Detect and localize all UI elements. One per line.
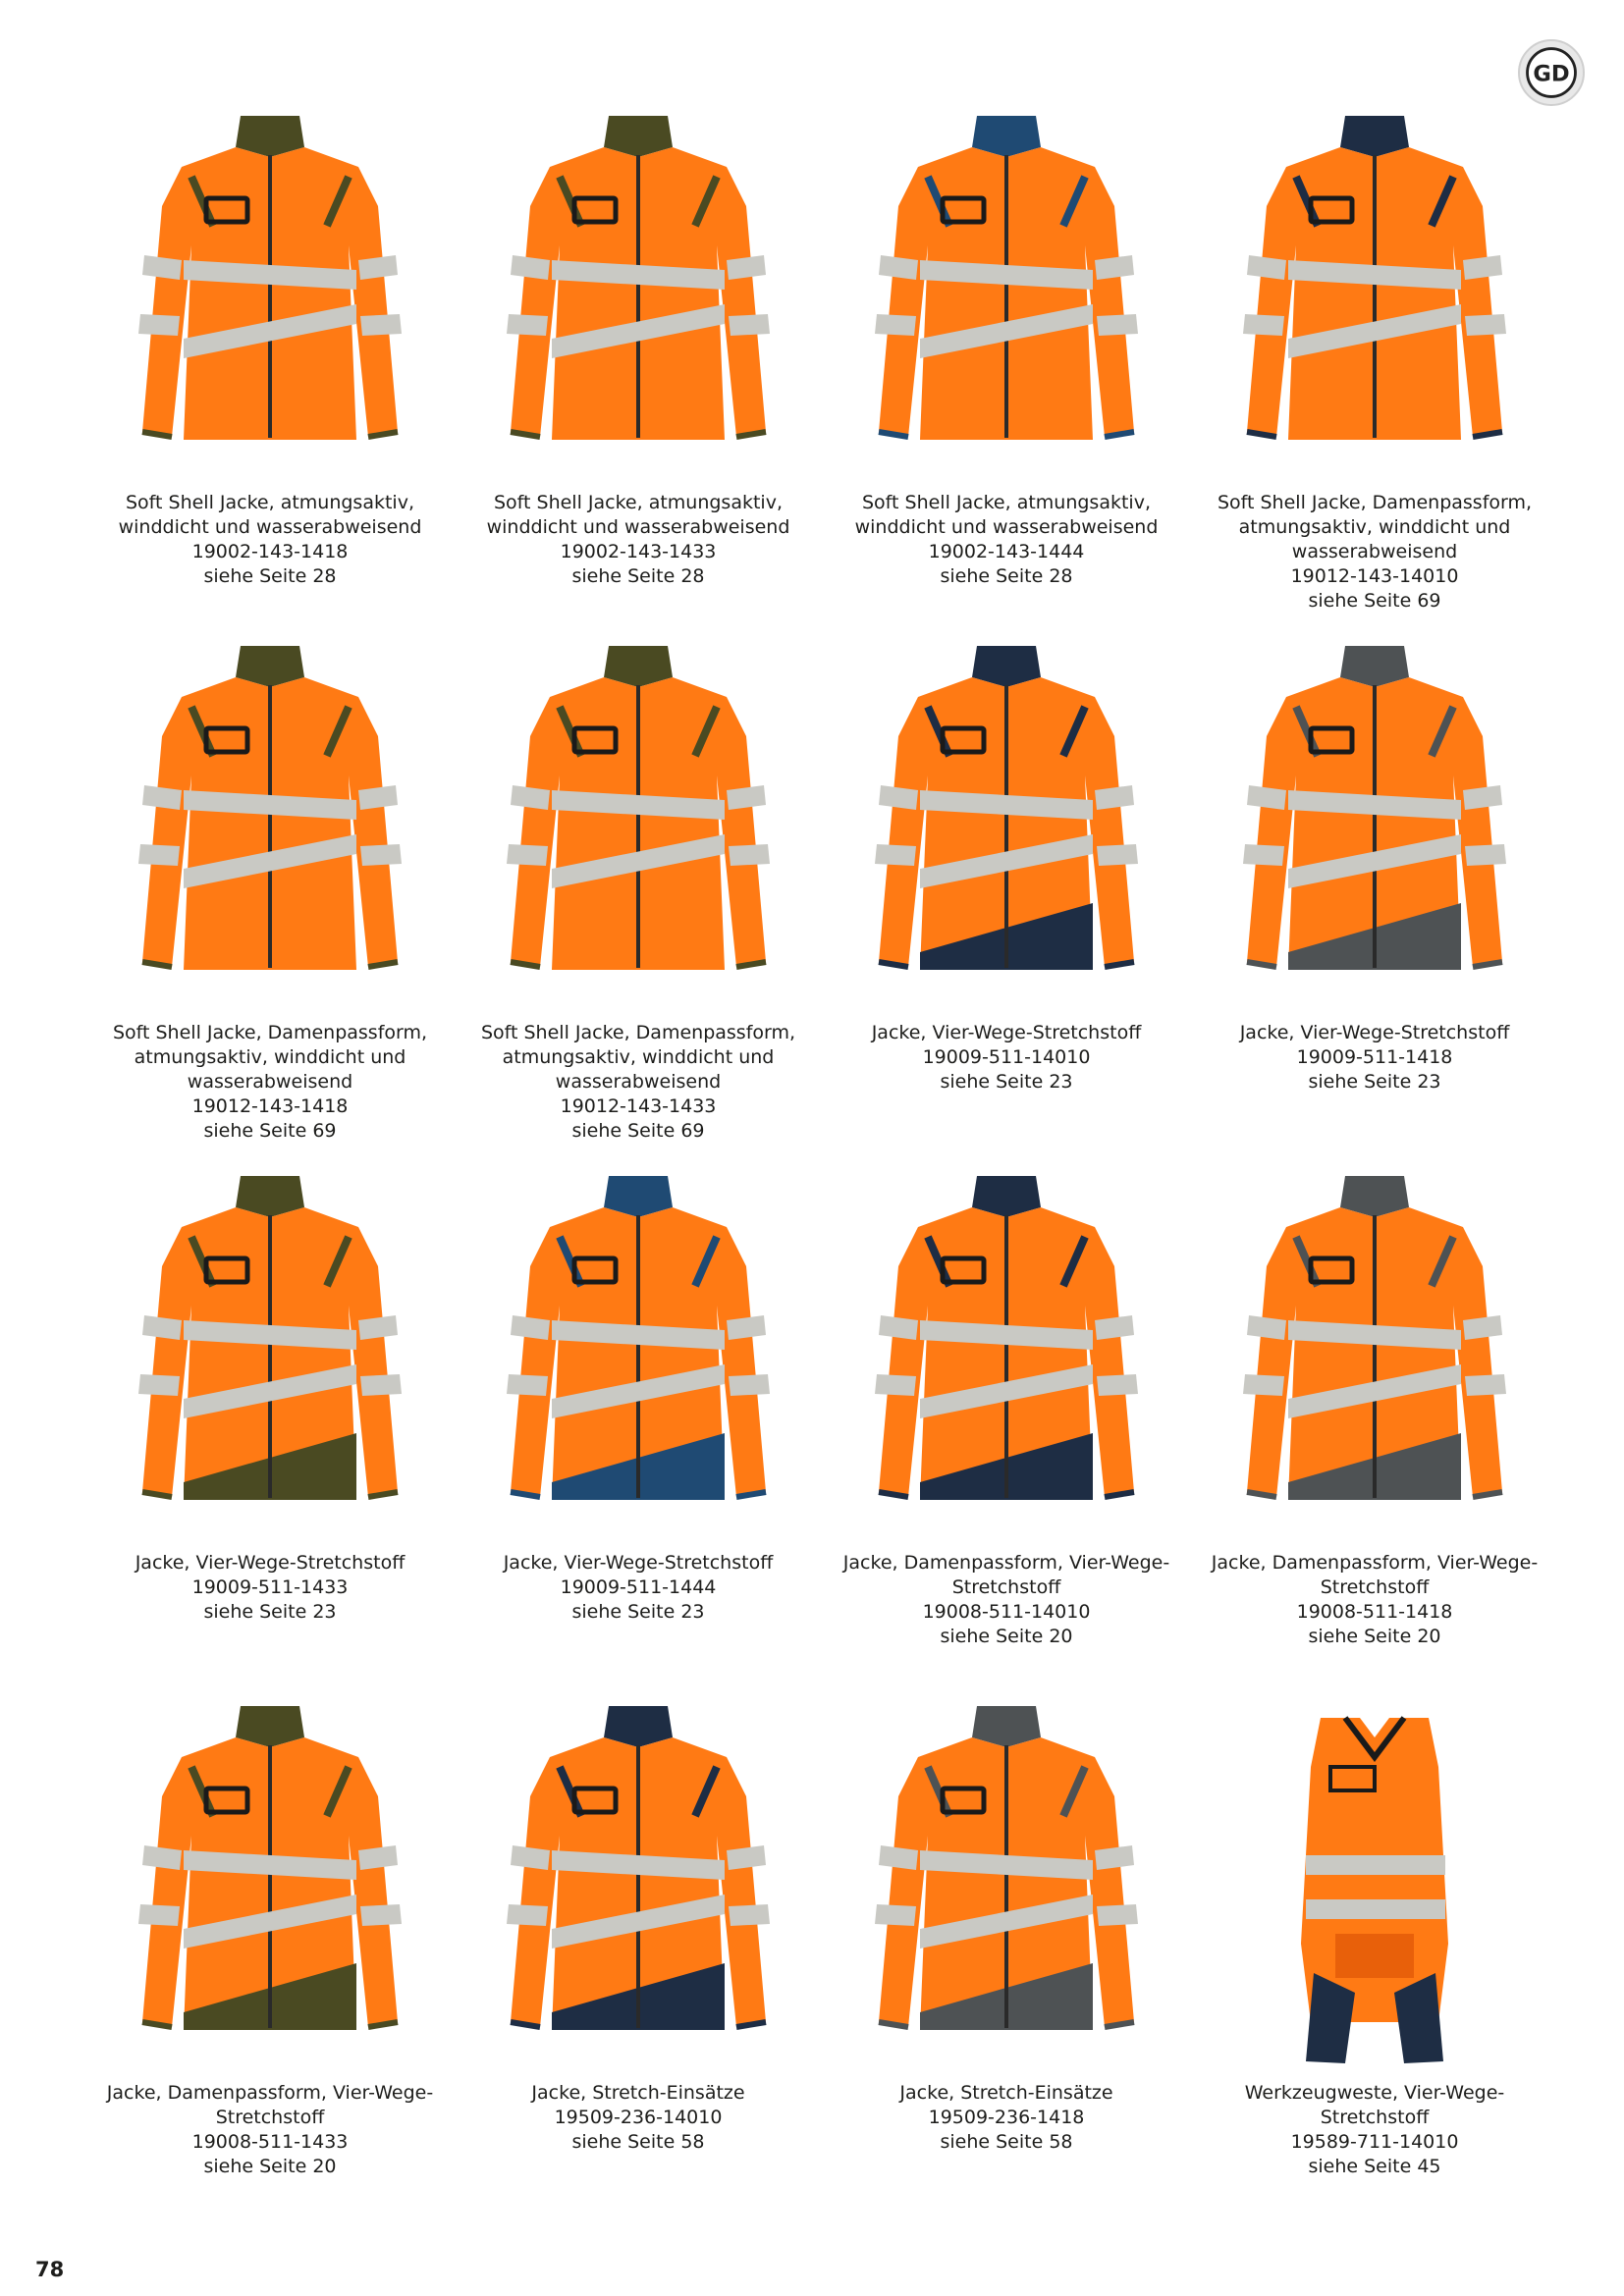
product-description: Stretchstoff: [951, 1576, 1061, 1598]
product-code: 19009-511-1433: [191, 1576, 349, 1598]
product-card[interactable]: [476, 1168, 800, 1679]
product-photo: [123, 638, 417, 1019]
jacket-photo: [859, 638, 1154, 1019]
brand-logo-mark: [1520, 41, 1583, 104]
product-description: wasserabweisend: [187, 1071, 353, 1093]
product-caption: [1203, 2081, 1546, 2179]
page-reference-link[interactable]: siehe Seite 20: [1308, 1626, 1441, 1647]
product-description: Jacke, Vier-Wege-Stretchstoff: [871, 1022, 1142, 1043]
jacket-photo: [123, 638, 417, 1019]
product-photo: [859, 1698, 1154, 2079]
product-card[interactable]: [476, 1698, 800, 2209]
product-description: atmungsaktiv, winddicht und: [502, 1046, 775, 1068]
product-card[interactable]: [476, 108, 800, 618]
product-description: Soft Shell Jacke, atmungsaktiv,: [861, 492, 1151, 513]
jacket-photo: [1227, 638, 1522, 1019]
product-code: 19002-143-1433: [560, 541, 717, 562]
page-reference-link[interactable]: siehe Seite 69: [1308, 590, 1441, 612]
jacket-photo: [491, 108, 785, 489]
product-description: Soft Shell Jacke, Damenpassform,: [480, 1022, 796, 1043]
product-caption: [466, 2081, 810, 2155]
product-photo: [1227, 108, 1522, 489]
page-reference-link[interactable]: siehe Seite 58: [940, 2131, 1073, 2153]
product-description: Jacke, Vier-Wege-Stretchstoff: [135, 1552, 406, 1574]
product-row: [108, 1168, 1581, 1679]
jacket-photo: [1227, 108, 1522, 489]
product-description: Soft Shell Jacke, Damenpassform,: [112, 1022, 428, 1043]
product-code: 19012-143-1418: [191, 1095, 349, 1117]
product-row: [108, 1698, 1581, 2209]
product-caption: [1203, 1021, 1546, 1095]
product-description: Jacke, Vier-Wege-Stretchstoff: [1239, 1022, 1510, 1043]
product-photo: [1227, 638, 1522, 1019]
page-reference-link[interactable]: siehe Seite 23: [1308, 1071, 1441, 1093]
product-photo: [123, 108, 417, 489]
product-caption: [98, 1551, 442, 1625]
product-code: 19008-511-14010: [922, 1601, 1091, 1623]
product-caption: [98, 1021, 442, 1144]
page-reference-link[interactable]: siehe Seite 23: [203, 1601, 337, 1623]
product-code: 19509-236-14010: [554, 2107, 723, 2128]
product-code: 19012-143-14010: [1290, 565, 1459, 587]
jacket-photo: [491, 638, 785, 1019]
product-code: 19008-511-1433: [191, 2131, 349, 2153]
product-description: Werkzeugweste, Vier-Wege-: [1244, 2082, 1505, 2104]
product-card[interactable]: [108, 1168, 432, 1679]
product-row: [108, 108, 1581, 618]
jacket-photo: [859, 108, 1154, 489]
page-reference-link[interactable]: siehe Seite 69: [571, 1120, 705, 1142]
jacket-photo: [1227, 1168, 1522, 1549]
product-card[interactable]: [844, 1168, 1168, 1679]
product-card[interactable]: [1213, 1698, 1537, 2209]
product-photo: [491, 108, 785, 489]
product-card[interactable]: [1213, 638, 1537, 1148]
product-card[interactable]: [1213, 108, 1537, 618]
product-photo: [491, 1698, 785, 2079]
jacket-photo: [123, 108, 417, 489]
product-caption: [466, 491, 810, 589]
page-number: 78: [35, 2258, 65, 2281]
jacket-photo: [123, 1698, 417, 2079]
product-card[interactable]: [108, 1698, 432, 2209]
product-description: Soft Shell Jacke, Damenpassform,: [1217, 492, 1533, 513]
product-code: 19012-143-1433: [560, 1095, 717, 1117]
page-reference-link[interactable]: siehe Seite 23: [571, 1601, 705, 1623]
product-caption: [835, 491, 1178, 589]
product-card[interactable]: [108, 108, 432, 618]
product-card[interactable]: [844, 1698, 1168, 2209]
product-code: 19009-511-1444: [560, 1576, 717, 1598]
product-code: 19589-711-14010: [1290, 2131, 1459, 2153]
product-description: winddicht und wasserabweisend: [486, 516, 790, 538]
product-description: Stretchstoff: [1320, 1576, 1430, 1598]
product-description: Soft Shell Jacke, atmungsaktiv,: [493, 492, 783, 513]
product-caption: [835, 1021, 1178, 1095]
product-code: 19509-236-1418: [928, 2107, 1085, 2128]
product-card[interactable]: [108, 638, 432, 1148]
product-row: [108, 638, 1581, 1148]
product-code: 19009-511-1418: [1296, 1046, 1453, 1068]
product-description: Jacke, Vier-Wege-Stretchstoff: [503, 1552, 774, 1574]
product-description: wasserabweisend: [555, 1071, 722, 1093]
product-code: 19002-143-1444: [928, 541, 1085, 562]
product-photo: [859, 1168, 1154, 1549]
product-caption: [1203, 491, 1546, 614]
jacket-photo: [491, 1168, 785, 1549]
product-photo: [491, 638, 785, 1019]
product-photo: [859, 108, 1154, 489]
product-caption: [466, 1021, 810, 1144]
product-photo: [1227, 1698, 1522, 2079]
product-description: Jacke, Stretch-Einsätze: [899, 2082, 1113, 2104]
product-caption: [835, 1551, 1178, 1649]
product-description: Stretchstoff: [215, 2107, 325, 2128]
product-description: wasserabweisend: [1291, 541, 1458, 562]
product-code: 19009-511-14010: [922, 1046, 1091, 1068]
product-description: Jacke, Damenpassform, Vier-Wege-: [1211, 1552, 1539, 1574]
product-card[interactable]: [844, 108, 1168, 618]
brand-logo: [1518, 39, 1585, 106]
product-code: 19008-511-1418: [1296, 1601, 1453, 1623]
product-description: Jacke, Damenpassform, Vier-Wege-: [842, 1552, 1170, 1574]
product-caption: [466, 1551, 810, 1625]
page-reference-link[interactable]: siehe Seite 20: [940, 1626, 1073, 1647]
product-description: atmungsaktiv, winddicht und: [134, 1046, 406, 1068]
product-photo: [491, 1168, 785, 1549]
page-reference-link[interactable]: siehe Seite 45: [1308, 2156, 1441, 2177]
product-description: winddicht und wasserabweisend: [854, 516, 1159, 538]
product-description: winddicht und wasserabweisend: [118, 516, 422, 538]
page-reference-link[interactable]: siehe Seite 58: [571, 2131, 705, 2153]
jacket-photo: [491, 1698, 785, 2079]
page-reference-link[interactable]: siehe Seite 28: [203, 565, 337, 587]
product-photo: [859, 638, 1154, 1019]
product-photo: [123, 1168, 417, 1549]
product-photo: [123, 1698, 417, 2079]
product-caption: [98, 2081, 442, 2179]
product-description: Jacke, Stretch-Einsätze: [531, 2082, 745, 2104]
page-reference-link[interactable]: siehe Seite 23: [940, 1071, 1073, 1093]
product-description: atmungsaktiv, winddicht und: [1238, 516, 1511, 538]
vest-photo: [1227, 1698, 1522, 2079]
jacket-photo: [123, 1168, 417, 1549]
product-description: Stretchstoff: [1320, 2107, 1430, 2128]
page-reference-link[interactable]: siehe Seite 20: [203, 2156, 337, 2177]
product-photo: [1227, 1168, 1522, 1549]
product-card[interactable]: [476, 638, 800, 1148]
product-caption: [835, 2081, 1178, 2155]
page-reference-link[interactable]: siehe Seite 28: [940, 565, 1073, 587]
page-reference-link[interactable]: siehe Seite 28: [571, 565, 705, 587]
product-description: Jacke, Damenpassform, Vier-Wege-: [106, 2082, 434, 2104]
product-caption: [98, 491, 442, 589]
jacket-photo: [859, 1698, 1154, 2079]
page-reference-link[interactable]: siehe Seite 69: [203, 1120, 337, 1142]
svg-text:GD: GD: [1533, 61, 1570, 87]
product-description: Soft Shell Jacke, atmungsaktiv,: [125, 492, 414, 513]
product-code: 19002-143-1418: [191, 541, 349, 562]
jacket-photo: [859, 1168, 1154, 1549]
product-card[interactable]: [1213, 1168, 1537, 1679]
product-card[interactable]: [844, 638, 1168, 1148]
product-caption: [1203, 1551, 1546, 1649]
